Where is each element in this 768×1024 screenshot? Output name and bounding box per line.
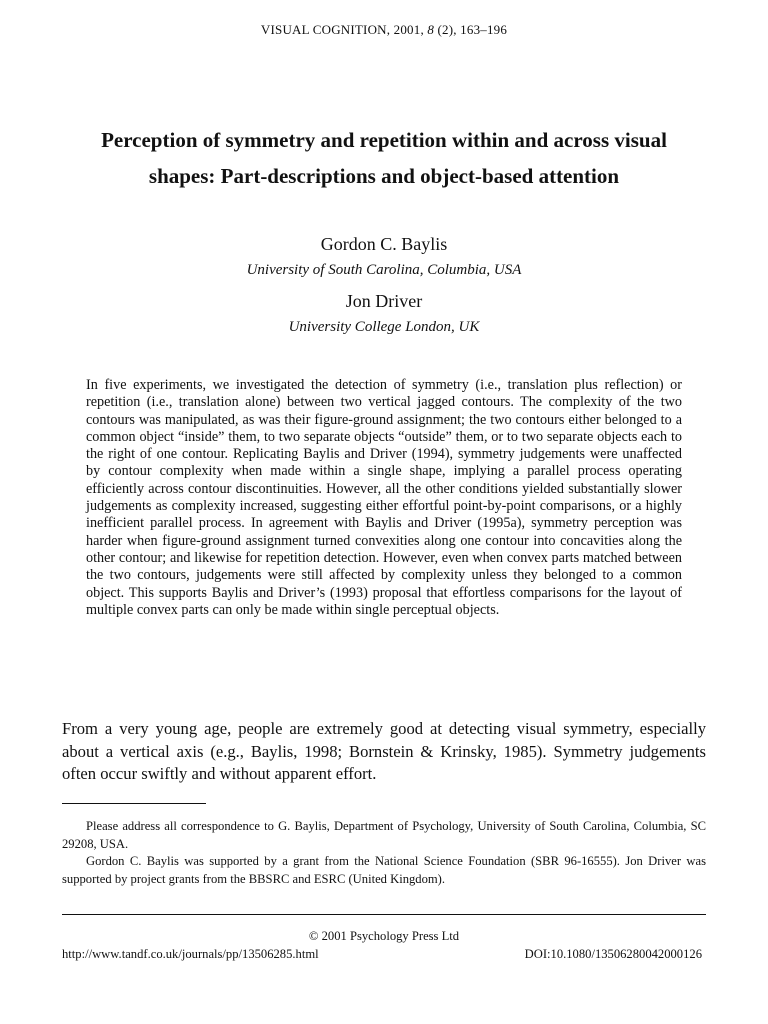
footnotes [62, 818, 706, 888]
copyright-notice: © 2001 Psychology Press Ltd [308, 929, 460, 943]
footnote-correspondence: Please address all correspondence to G. Baylis, Department of Psychology, University of South Carolina, Columbia, SC 29208, USA. [62, 819, 706, 851]
footnote-divider [62, 803, 206, 804]
paper-title: Perception of symmetry and repetition within and across visual shapes: Part-descriptions and object-based attention [101, 128, 667, 188]
journal-issue-pages: (2), 163–196 [434, 22, 508, 37]
journal-header [0, 22, 768, 38]
author-affiliation-1: University of South Carolina, Columbia, USA [246, 262, 522, 278]
footer-divider [62, 914, 706, 915]
author-affiliation-2: University College London, UK [288, 319, 480, 335]
abstract: In five experiments, we investigated the detection of symmetry (i.e., translation plus reflection) or repetition (i.e., translation alone) between two vertical jagged contours. The complexity of the two contours was manipulated, as was their figure-ground assignment; the two contours either belonged to a common object “inside” them, to two separate objects “outside” them, or to two separate objects each to the right of one contour. Replicating Baylis and Driver (1994), symmetry judgements were unaffected by contour complexity when made within a single shape, implying a parallel process operating efficiently across contour discontinuities. However, all the other conditions yielded substantially slower judgements as complexity increased, suggesting either effortful point-by-point comparisons, or a highly inefficient parallel process. In agreement with Baylis and Driver (1995a), symmetry perception was harder when figure-ground assignment turned convexities along one contour into concavities along the other contour; and likewise for repetition detection. However, even when convex parts matched between the two contours, judgements were still affected by complexity unless they belonged to a common object. This supports Baylis and Driver’s (1993) proposal that effortless comparisons for the layout of multiple convex parts can only be made within single perceptual objects. [86, 377, 682, 618]
body-paragraph: From a very young age, people are extremely good at detecting visual symmetry, especially about a vertical axis (e.g., Baylis, 1998; Bornstein & Krinsky, 1985). Symmetry judgements often occur swiftly and without apparent effort. [62, 719, 706, 783]
author-name-2: Jon Driver [345, 291, 423, 311]
author-name-1: Gordon C. Baylis [320, 234, 448, 254]
doi-identifier: DOI:10.1080/13506280042000126 [524, 947, 702, 961]
journal-name-year: VISUAL COGNITION, 2001, [260, 22, 428, 37]
footnote-funding: Gordon C. Baylis was supported by a grant from the National Science Foundation (SBR 96-16555). Jon Driver was supported by project grants from the BBSRC and ESRC (United Kingdom). [62, 854, 706, 886]
journal-url-link[interactable]: http://www.tandf.co.uk/journals/pp/13506285.html [62, 947, 319, 961]
journal-volume: 8 [427, 22, 435, 37]
